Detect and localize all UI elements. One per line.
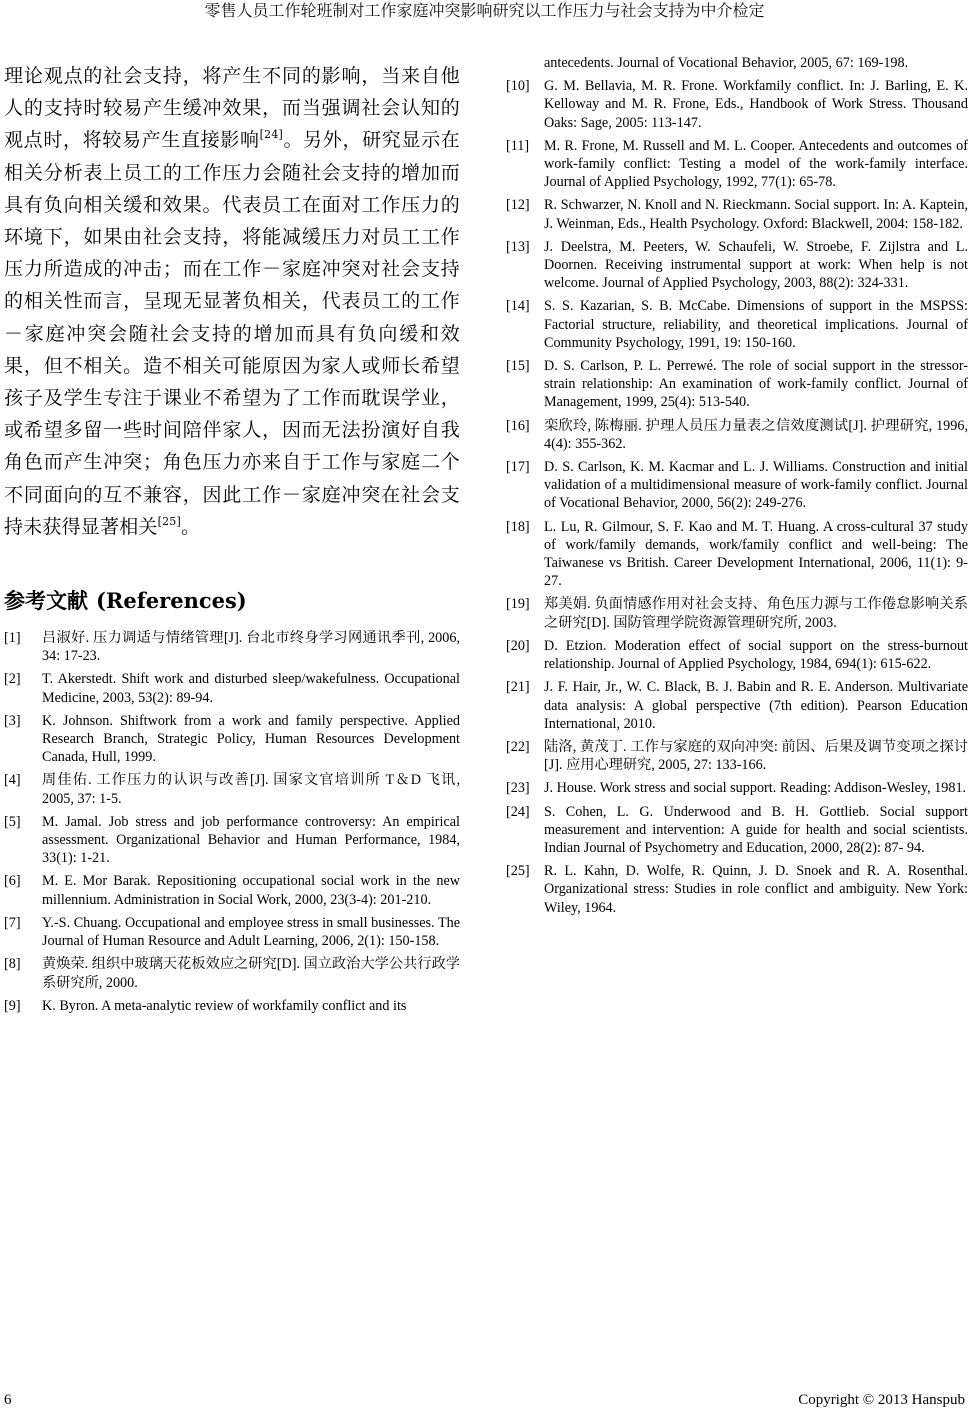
reference-text: K. Byron. A meta-analytic review of workfamily conflict and its [42, 997, 407, 1014]
reference-item [506, 77, 968, 132]
reference-text: R. L. Kahn, D. Wolfe, R. Quinn, J. D. Snoek and R. A. Rosenthal. Organizational stress: Studies in role conflict and ambiguity. New York: Wiley, 1964. [544, 863, 968, 916]
reference-item [506, 518, 968, 591]
reference-number: [14] [506, 298, 530, 315]
reference-number: [16] [506, 417, 530, 434]
reference-text: S. S. Kazarian, S. B. McCabe. Dimensions of support in the MSPSS: Factorial structure, reliability, and theoretical implications. Journal of Community Psychology, 1991, 19: 150-160. [544, 298, 968, 351]
reference-text: Y.-S. Chuang. Occupational and employee stress in small businesses. The Journal of Human Resource and Adult Learning, 2006, 2(1): 150-158. [42, 914, 460, 950]
reference-text: R. Schwarzer, N. Knoll and N. Rieckmann. Social support. In: A. Kaptein, J. Weinman, Eds., Health Psychology. Oxford: Blackwell, 2004: 158-182. [544, 197, 968, 232]
left-column [4, 60, 460, 1020]
reference-number: [9] [4, 997, 21, 1014]
reference-text: D. Etzion. Moderation effect of social support on the stress-burnout relationship. Journal of Applied Psychology, 1984, 694(1): 615-622. [544, 637, 968, 673]
reference-text: T. Akerstedt. Shift work and disturbed sleep/wakefulness. Occupational Medicine, 2003, 53(2): 89-94. [42, 671, 460, 706]
references-heading-cn: 参考文献 [4, 588, 88, 614]
reference-text: M. Jamal. Job stress and job performance controversy: An empirical assessment. Organizational Behavior and Human Performance, 1984, 33(1): 1-21. [42, 813, 460, 867]
reference-item [4, 914, 460, 950]
reference-number: [1] [4, 630, 21, 647]
page-number: 6 [4, 1392, 12, 1408]
reference-number: [4] [4, 772, 21, 789]
reference-item [506, 779, 968, 797]
reference-number: [25] [506, 863, 530, 880]
citation-24[interactable]: [24] [259, 128, 284, 142]
reference-item [506, 137, 968, 192]
reference-item [506, 678, 968, 733]
reference-text: J. F. Hair, Jr., W. C. Black, B. J. Babin and R. E. Anderson. Multivariate data analysis: A global perspective (7th edition). Pearson Education International, 2010. [544, 679, 968, 732]
reference-list-right [506, 54, 968, 72]
reference-text: J. House. Work stress and social support. Reading: Addison-Wesley, 1981. [544, 780, 967, 797]
reference-text: 黄焕荣. 组织中玻璃天花板效应之研究[D]. 国立政治大学公共行政学系研究所, 2000. [42, 956, 460, 991]
running-title: 零售人员工作轮班制对工作家庭冲突影响研究以工作压力与社会支持为中介检定 [204, 1, 765, 20]
reference-number: [8] [4, 956, 21, 973]
reference-number: [3] [4, 712, 21, 729]
right-column [506, 54, 968, 922]
reference-text: 陆洛, 黄茂丁. 工作与家庭的双向冲突: 前因、后果及调节变项之探讨[J]. 应用心理研究, 2005, 27: 133-166. [544, 738, 968, 774]
reference-text: 栾欣玲, 陈梅丽. 护理人员压力量表之信效度测试[J]. 护理研究, 1996, 4(4): 355-362. [544, 417, 968, 452]
reference-text: S. Cohen, L. G. Underwood and B. H. Gottlieb. Social support measurement and intervention: A guide for health and social scientists. Indian Journal of Psychometry and Education, 2000, 28(2): 87- 94. [544, 803, 968, 856]
reference-item [4, 997, 460, 1015]
reference-number: [18] [506, 518, 530, 535]
references-heading-en: (References) [96, 588, 247, 614]
reference-item [506, 803, 968, 858]
reference-item [4, 629, 460, 665]
reference-number: [5] [4, 813, 21, 830]
reference-text: D. S. Carlson, P. L. Perrewé. The role of social support in the stressor-strain relationship: An examination of work-family conflict. Journal of Management, 1999, 25(4): 513-540. [544, 358, 968, 411]
reference-text: J. Deelstra, M. Peeters, W. Schaufeli, W. Stroebe, F. Zijlstra and L. Doornen. Receiving instrumental support at work: When help is not welcome. Journal of Applied Psychology, 2003, 88(2): 324-331. [544, 238, 968, 292]
reference-item [506, 595, 968, 631]
reference-text: G. M. Bellavia, M. R. Frone. Workfamily conflict. In: J. Barling, E. K. Kelloway and M. R. Frone, Eds., Handbook of Work Stress. Thousand Oaks: Sage, 2005: 113-147. [544, 78, 968, 131]
reference-text: M. E. Mor Barak. Repositioning occupational social work in the new millennium. Administration in Social Work, 2000, 23(3-4): 201-210. [42, 873, 460, 908]
reference-number: [6] [4, 873, 21, 890]
reference-number: [24] [506, 803, 530, 820]
reference-item [506, 862, 968, 917]
reference-text: 周佳佑. 工作压力的认识与改善[J]. 国家文官培训所 T＆D 飞讯, 2005, 37: 1-5. [42, 772, 460, 807]
reference-9-continuation: antecedents. Journal of Vocational Behavior, 2005, 67: 169-198. [544, 55, 909, 71]
reference-number: [2] [4, 671, 21, 688]
reference-item [4, 771, 460, 807]
references-heading [4, 587, 460, 615]
body-text-part2: 。另外，研究显示在相关分析表上员工的工作压力会随社会支持的增加而具有负向相关缓和效果。代表员工在面对工作压力的环境下，如果由社会支持，将能减缓压力对员工工作压力所造成的冲击；而在工作－家庭冲突对社会支持的相关性而言，呈现无显著负相关，代表员工的工作－家庭冲突会随社会支持的增加而具有负向缓和效果，但不相关。造不相关可能原因为家人或师长希望孩子及学生专注于课业不希望为了工作而耽误学业，或希望多留一些时间陪伴家人，因而无法扮演好自我角色而产生冲突；角色压力亦来自于工作与家庭二个不同面向的互不兼容，因此工作－家庭冲突在社会支持未获得显著相关 [4, 129, 460, 538]
reference-text: D. S. Carlson, K. M. Kacmar and L. J. Williams. Construction and initial validation of a multidimensional measure of work-family conflict. Journal of Vocational Behavior, 2000, 56(2): 249-276. [544, 459, 968, 512]
reference-text: L. Lu, R. Gilmour, S. F. Kao and M. T. Huang. A cross-cultural 37 study of work/family demands, work/family conflict and well-being: The Taiwanese vs British. Career Development International, 2006, 11(1): 9-27. [544, 518, 968, 590]
reference-list-left [4, 629, 460, 1015]
reference-item [506, 637, 968, 673]
reference-number: [11] [506, 137, 530, 154]
copyright-notice: Copyright © 2013 Hanspub [798, 1392, 965, 1408]
reference-continuation [506, 54, 968, 72]
reference-item [506, 417, 968, 453]
reference-number: [21] [506, 679, 530, 696]
citation-25[interactable]: [25] [157, 514, 181, 528]
reference-text: M. R. Frone, M. Russell and M. L. Cooper. Antecedents and outcomes of work-family conflict: Testing a model of the work-family interface. Journal of Applied Psychology, 1992, 77(1): 65-78. [544, 137, 968, 191]
reference-item [506, 738, 968, 774]
reference-item [4, 670, 460, 706]
reference-item [506, 196, 968, 232]
reference-item [4, 955, 460, 991]
reference-number: [10] [506, 78, 530, 95]
body-text-end: 。 [181, 515, 201, 538]
body-paragraph [4, 60, 460, 543]
reference-item [4, 712, 460, 767]
reference-number: [22] [506, 738, 530, 755]
reference-text: K. Johnson. Shiftwork from a work and family perspective. Applied Research Branch, Strategic Policy, Human Resources Development Canada, Hull, 1999. [42, 712, 460, 766]
reference-number: [23] [506, 780, 530, 797]
reference-item [4, 872, 460, 908]
reference-item [506, 238, 968, 293]
reference-item [506, 458, 968, 513]
reference-text: 吕淑好. 压力调适与情绪管理[J]. 台北市终身学习网通讯季刊, 2006, 34: 17-23. [42, 630, 460, 665]
reference-number: [17] [506, 459, 530, 476]
reference-number: [15] [506, 358, 530, 375]
body-text-part1: 理论观点的社会支持，将产生不同的影响，当来自他人的支持时较易产生缓冲效果，而当强调社会认知的观点时，将较易产生直接影响 [4, 65, 460, 152]
reference-number: [12] [506, 197, 530, 214]
reference-number: [19] [506, 596, 530, 613]
reference-item [4, 813, 460, 868]
reference-item [506, 297, 968, 352]
reference-number: [20] [506, 637, 530, 654]
reference-text: 郑美娟. 负面情感作用对社会支持、角色压力源与工作倦怠影响关系之研究[D]. 国防管理学院资源管理研究所, 2003. [544, 596, 968, 631]
reference-list-right-items [506, 77, 968, 917]
reference-number: [13] [506, 238, 530, 255]
reference-number: [7] [4, 914, 21, 931]
reference-item [506, 357, 968, 412]
